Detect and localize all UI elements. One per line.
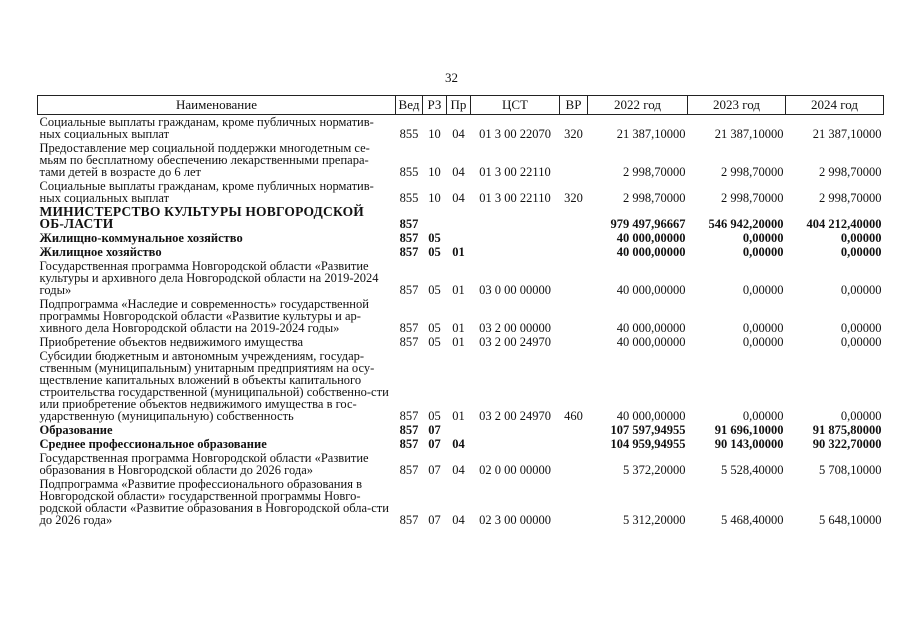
cell-rz [423,205,447,231]
cell-2024: 0,00000 [840,335,882,349]
header-cst: ЦСТ [471,96,560,115]
cell-cst [471,231,560,245]
cell-name: Социальные выплаты гражданам, кроме публичных норматив-ных социальных выплат [39,179,374,205]
cell-2023: 5 468,40000 [721,513,784,527]
header-ved: Вед [396,96,423,115]
table-body [38,115,884,528]
table-row [38,451,884,477]
cell-2023: 91 696,10000 [714,423,784,437]
cell-ved: 857 [399,245,419,259]
table-row [38,141,884,179]
cell-pr: 01 [452,335,465,349]
table-row [38,349,884,423]
header-rz: РЗ [423,96,447,115]
table-row [38,205,884,231]
cell-2023: 0,00000 [742,409,784,423]
cell-pr: 01 [452,321,465,335]
cell-ved: 857 [399,513,419,527]
cell-2022: 40 000,00000 [616,335,686,349]
cell-cst: 03 0 00 00000 [479,283,551,297]
header-pr: Пр [447,96,471,115]
table-row [38,115,884,142]
page-number: 32 [445,70,458,85]
cell-2024: 404 212,40000 [806,217,882,231]
cell-cst [471,205,560,231]
cell-pr: 04 [452,437,465,451]
cell-2024: 0,00000 [840,283,882,297]
cell-ved: 857 [399,217,419,231]
cell-rz: 05 [428,409,441,423]
table-row [38,297,884,335]
cell-name: Приобретение объектов недвижимого имущества [39,335,304,349]
cell-pr: 01 [452,409,465,423]
cell-2023: 21 387,10000 [714,127,784,141]
cell-cst [471,245,560,259]
cell-ved: 857 [399,463,419,477]
cell-2024: 90 322,70000 [812,437,882,451]
cell-vr [560,141,588,179]
cell-2024: 91 875,80000 [812,423,882,437]
header-2022: 2022 год [588,96,688,115]
cell-vr [560,205,588,231]
cell-cst: 01 3 00 22070 [479,127,551,141]
cell-vr [560,451,588,477]
cell-rz: 10 [428,191,441,205]
cell-cst: 02 3 00 00000 [479,513,551,527]
cell-ved: 855 [399,165,419,179]
cell-ved: 857 [399,283,419,297]
cell-cst [471,423,560,437]
header-name: Наименование [38,96,396,115]
cell-name: Жилищное хозяйство [39,245,162,259]
cell-2022: 40 000,00000 [616,409,686,423]
cell-ved: 857 [399,423,419,437]
cell-vr: 460 [564,409,583,423]
cell-name: Подпрограмма «Наследие и современность» государственной программы Новгородской области «Развитие культуры и ар-хивного дела Новгородской области на 2019-2024 годы» [39,297,369,335]
cell-2022: 979 497,96667 [610,217,686,231]
cell-rz: 10 [428,165,441,179]
cell-2024: 0,00000 [840,231,882,245]
cell-2023: 546 942,20000 [708,217,784,231]
cell-ved: 857 [399,231,419,245]
cell-2024: 2 998,70000 [819,191,882,205]
cell-pr [447,205,471,231]
table-row [38,245,884,259]
cell-2022: 107 597,94955 [610,423,686,437]
table-row [38,423,884,437]
cell-ved: 857 [399,335,419,349]
cell-cst: 01 3 00 22110 [479,165,551,179]
cell-2023: 0,00000 [742,231,784,245]
cell-vr [560,231,588,245]
cell-2022: 2 998,70000 [623,165,686,179]
cell-2023: 90 143,00000 [714,437,784,451]
cell-2023: 2 998,70000 [721,165,784,179]
cell-pr: 01 [452,245,465,259]
cell-rz: 05 [428,321,441,335]
cell-vr [560,477,588,527]
cell-2022: 2 998,70000 [623,191,686,205]
cell-2023: 0,00000 [742,245,784,259]
cell-vr [560,297,588,335]
cell-ved: 857 [399,321,419,335]
cell-name: Субсидии бюджетным и автономным учреждениям, государ-ственным (муниципальным) унитарным предприятиям на осу-ществление капитальных вложений в объекты капитального строительства государственной (муниципальной) собственно-сти или приобретение объектов недвижимого имущества в гос-ударственную (муниципальную) собственность [39,349,389,423]
cell-2023: 0,00000 [742,335,784,349]
cell-2022: 40 000,00000 [616,283,686,297]
header-2023: 2023 год [688,96,786,115]
cell-vr [560,259,588,297]
table-row [38,179,884,205]
cell-name: Образование [39,423,113,437]
cell-name: Подпрограмма «Развитие профессионального образования в Новгородской области» государственной программы Новго-родской области «Развитие образования в Новгородской обла-сти до 2026 года» [39,477,389,527]
cell-cst: 03 2 00 00000 [479,321,551,335]
cell-vr: 320 [564,191,583,205]
cell-pr: 04 [452,165,465,179]
cell-2023: 0,00000 [742,283,784,297]
cell-2022: 5 372,20000 [623,463,686,477]
cell-rz: 10 [428,127,441,141]
cell-rz: 07 [428,513,441,527]
cell-2024: 5 648,10000 [819,513,882,527]
cell-2023: 2 998,70000 [721,191,784,205]
cell-pr: 04 [452,513,465,527]
cell-2023: 5 528,40000 [721,463,784,477]
cell-cst: 03 2 00 24970 [479,335,551,349]
cell-rz: 05 [428,335,441,349]
cell-name: Государственная программа Новгородской области «Развитие культуры и архивного дела Новгородской области на 2019-2024 годы» [39,259,379,297]
cell-2022: 21 387,10000 [616,127,686,141]
table-row [38,437,884,451]
cell-vr [560,437,588,451]
cell-rz: 05 [428,231,441,245]
cell-vr: 320 [564,127,583,141]
cell-2024: 0,00000 [840,245,882,259]
cell-vr [560,335,588,349]
cell-ved: 855 [399,127,419,141]
cell-vr [560,423,588,437]
cell-vr [560,245,588,259]
table-row [38,259,884,297]
cell-name: Жилищно-коммунальное хозяйство [39,231,243,245]
cell-rz: 07 [428,463,441,477]
cell-pr [447,423,471,437]
cell-name: Среднее профессиональное образование [39,437,267,451]
cell-2022: 5 312,20000 [623,513,686,527]
cell-2022: 104 959,94955 [610,437,686,451]
table-row [38,335,884,349]
cell-cst [471,437,560,451]
cell-cst: 01 3 00 22110 [479,191,551,205]
cell-ved: 857 [399,437,419,451]
cell-name: Социальные выплаты гражданам, кроме публичных норматив-ных социальных выплат [39,115,374,141]
cell-cst: 02 0 00 00000 [479,463,551,477]
cell-name: МИНИСТЕРСТВО КУЛЬТУРЫ НОВГОРОДСКОЙ ОБ-ЛАСТИ [39,204,364,231]
table-header-row [38,96,884,115]
cell-cst: 03 2 00 24970 [479,409,551,423]
cell-rz: 07 [428,423,441,437]
cell-name: Предоставление мер социальной поддержки многодетным се-мьям по бесплатному обеспечению лекарственными препара-тами детей в возрасте до 6 лет [39,141,370,179]
cell-rz: 07 [428,437,441,451]
cell-rz: 05 [428,283,441,297]
cell-pr: 01 [452,283,465,297]
cell-2024: 0,00000 [840,321,882,335]
cell-ved: 855 [399,191,419,205]
cell-pr: 04 [452,127,465,141]
cell-ved: 857 [399,409,419,423]
cell-2022: 40 000,00000 [616,321,686,335]
cell-2024: 21 387,10000 [812,127,882,141]
cell-2024: 2 998,70000 [819,165,882,179]
cell-pr [447,231,471,245]
cell-pr: 04 [452,191,465,205]
cell-2023: 0,00000 [742,321,784,335]
header-vr: ВР [560,96,588,115]
cell-2024: 5 708,10000 [819,463,882,477]
header-2024: 2024 год [786,96,884,115]
budget-table [37,95,884,527]
cell-rz: 05 [428,245,441,259]
table-row [38,477,884,527]
cell-2022: 40 000,00000 [616,231,686,245]
table-row [38,231,884,245]
cell-2024: 0,00000 [840,409,882,423]
cell-pr: 04 [452,463,465,477]
cell-2022: 40 000,00000 [616,245,686,259]
cell-name: Государственная программа Новгородской области «Развитие образования в Новгородской области до 2026 года» [39,451,369,477]
